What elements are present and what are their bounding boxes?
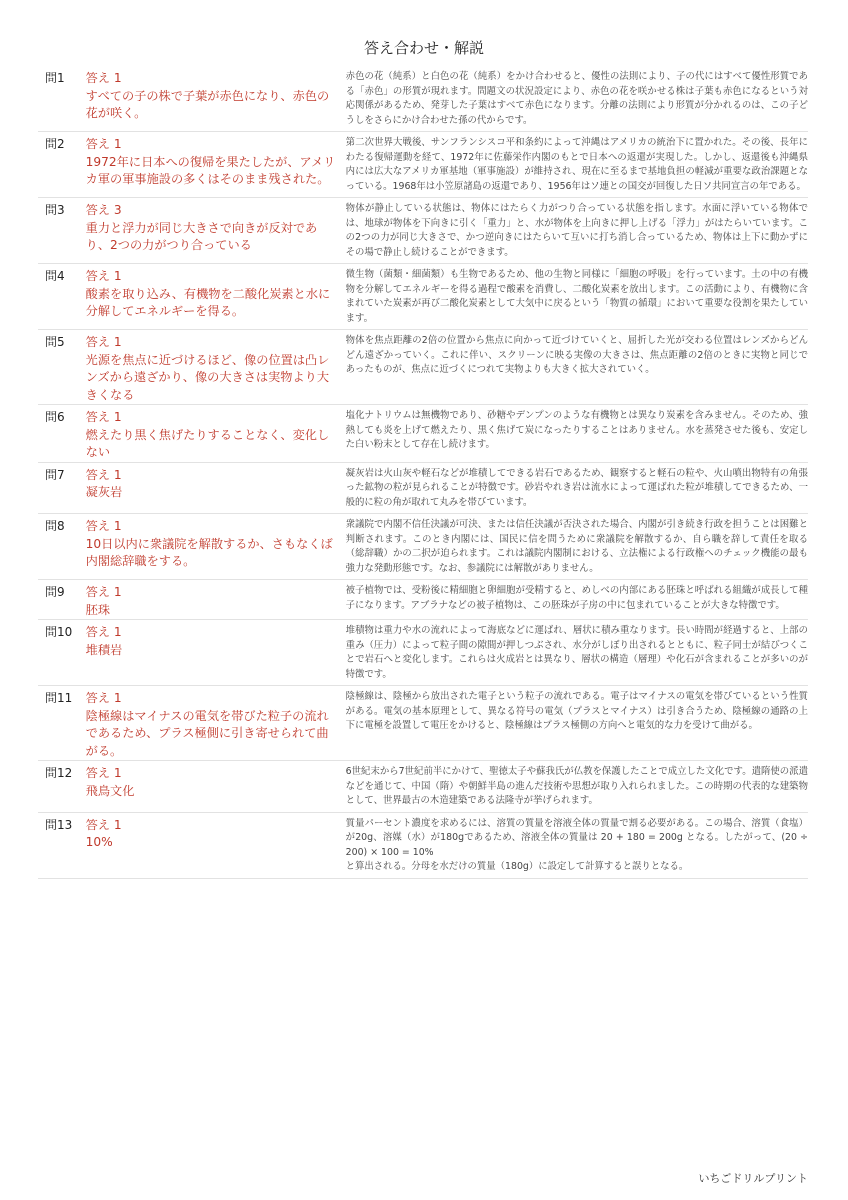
answer-label: 答え 1 bbox=[85, 691, 122, 705]
explanation-text: 塩化ナトリウムは無機物であり、砂糖やデンプンのような有機物とは異なり炭素を含みません。そのため、強熱しても炎を上げて燃えたり、黒く焦げて炭になったりすることはありません。水を蒸発させた後も、安定した白い粉末として存在し続けます。 bbox=[345, 410, 808, 450]
answer-label: 答え 1 bbox=[85, 71, 122, 85]
answer-cell bbox=[86, 66, 339, 131]
explanation-text: 物体を焦点距離の2倍の位置から焦点に向かって近づけていくと、屈折した光が交わる位置はレンズからどんどん遠ざかっていく。これに伴い、スクリーンに映る実像の大きさは、焦点距離の2倍のときに実物と同じであったものが、焦点に近づくにつれて実物よりも大きく拡大されていく。 bbox=[345, 335, 808, 375]
page-title: 答え合わせ・解説 bbox=[363, 39, 484, 57]
answer-row bbox=[38, 580, 808, 620]
answer-text: 光源を焦点に近づけるほど、像の位置は凸レンズから遠ざかり、像の大きさは実物より大きくなる bbox=[85, 352, 330, 402]
explanation-text: 質量パーセント濃度を求めるには、溶質の質量を溶液全体の質量で割る必要がある。この場合、溶質（食塩）が20g、溶媒（水）が180gであるため、溶液全体の質量は 20 + 180 = 200g となる。したがって、(20 ÷ 200) × 100 = 10% と算出される。分母を水だけの質量（180g）に設定して計算すると誤りとなる。 bbox=[345, 817, 808, 872]
answer-cell bbox=[86, 813, 339, 878]
question-number: 問12 bbox=[45, 766, 73, 780]
answer-row bbox=[38, 66, 808, 132]
explanation-text: 凝灰岩は火山灰や軽石などが堆積してできる岩石であるため、観察すると軽石の粒や、火山噴出物特有の角張った鉱物の粒が見られることが特徴です。砂岩やれき岩は流水によって運ばれた粒が堆積してできるため、一般的に粒の角が取れて丸みを帯びています。 bbox=[345, 467, 808, 508]
explanation-text: 赤色の花（純系）と白色の花（純系）をかけ合わせると、優性の法則により、子の代にはすべて優性形質である「赤色」の形質が現れます。問題文の状況設定により、赤色の花を咲かせる株は子葉も赤色になるという対応関係があるため、発芽した子葉はすべて赤色になります。分離の法則により形質が分かれるのは、この子どうしをさらにかけ合わせた孫の代からです。 bbox=[345, 71, 808, 126]
answer-text: 燃えたり黒く焦げたりすることなく、変化しない bbox=[85, 427, 330, 459]
answer-label: 答え 1 bbox=[85, 766, 122, 780]
answer-row bbox=[38, 514, 808, 580]
answer-text: 飛鳥文化 bbox=[85, 783, 135, 798]
answer-label: 答え 1 bbox=[85, 585, 122, 599]
answer-row bbox=[38, 198, 808, 264]
answer-row bbox=[38, 264, 808, 330]
answer-row bbox=[38, 813, 808, 879]
answer-label: 答え 1 bbox=[85, 335, 122, 349]
explanation-text: 陰極線は、陰極から放出された電子という粒子の流れである。電子はマイナスの電気を帯びているという性質がある。電気の基本原理として、異なる符号の電気（プラスとマイナス）は引き合うため、陰極線の通路の上下に電極を設置して電圧をかけると、陰極線はプラス極側の方向へと電気的な力を受けて曲がる。 bbox=[345, 691, 808, 731]
answer-label: 答え 1 bbox=[85, 817, 122, 832]
question-number: 問13 bbox=[45, 817, 73, 832]
question-number: 問3 bbox=[45, 203, 65, 217]
question-number: 問11 bbox=[45, 691, 73, 705]
question-number: 問8 bbox=[45, 519, 65, 533]
answer-cell bbox=[86, 514, 339, 579]
explanation-text: 衆議院で内閣不信任決議が可決、または信任決議が否決された場合、内閣が引き続き行政を担うことは困難と判断されます。このとき内閣には、国民に信を問うために衆議院を解散するか、自ら職を辞して責任を取る（総辞職）かの二択が迫られます。これは議院内閣制における、立法権による行政権へのチェック機能の最も強力な発動形態です。なお、参議院には解散がありません。 bbox=[345, 519, 808, 574]
answer-cell bbox=[86, 405, 339, 462]
answer-row bbox=[38, 132, 808, 198]
answer-row bbox=[38, 463, 808, 515]
answer-text: 10日以内に衆議院を解散するか、さもなくば内閣総辞職をする。 bbox=[85, 536, 333, 568]
answer-row bbox=[38, 405, 808, 463]
footer-brand: いちごドリルプリント bbox=[698, 1172, 808, 1185]
answer-label: 答え 1 bbox=[85, 137, 122, 151]
answer-text: 1972年に日本への復帰を果たしたが、アメリカ軍の軍事施設の多くはそのまま残された。 bbox=[85, 154, 336, 186]
answer-cell bbox=[86, 686, 339, 760]
answer-text: 胚珠 bbox=[85, 602, 111, 617]
answer-row bbox=[38, 330, 808, 405]
explanation-text: 堆積物は重力や水の流れによって海底などに運ばれ、層状に積み重なります。長い時間が経過すると、上部の重み（圧力）によって粒子間の隙間が押しつぶされ、水分がしぼり出されるとともに、粒子同士が結びつくことで岩石へと変化します。これらは火成岩とは異なり、層状の構造（層理）や化石が含まれることが多いのが特徴です。 bbox=[345, 625, 808, 680]
question-number: 問7 bbox=[45, 467, 65, 482]
answer-text: 陰極線はマイナスの電気を帯びた粒子の流れであるため、プラス極側に引き寄せられて曲がる。 bbox=[85, 708, 329, 758]
answer-label: 答え 1 bbox=[85, 269, 122, 283]
question-number: 問4 bbox=[45, 269, 65, 283]
answer-text: 10% bbox=[85, 835, 113, 849]
answer-text: 堆積岩 bbox=[85, 642, 123, 657]
explanation-text: 被子植物では、受粉後に精細胞と卵細胞が受精すると、めしべの内部にある胚珠と呼ばれる組織が成長して種子になります。アブラナなどの被子植物は、この胚珠が子房の中に包まれていることが大きな特徴です。 bbox=[345, 585, 808, 611]
question-number: 問1 bbox=[45, 71, 65, 85]
answer-cell bbox=[86, 198, 339, 263]
answer-text: 酸素を取り込み、有機物を二酸化炭素と水に分解してエネルギーを得る。 bbox=[85, 286, 331, 318]
answer-cell bbox=[86, 463, 339, 514]
answer-label: 答え 1 bbox=[85, 410, 122, 424]
answer-label: 答え 1 bbox=[85, 625, 122, 639]
question-number: 問6 bbox=[45, 410, 65, 424]
question-number: 問10 bbox=[45, 625, 73, 639]
answer-cell bbox=[86, 761, 339, 812]
explanation-text: 微生物（菌類・細菌類）も生物であるため、他の生物と同様に「細胞の呼吸」を行っています。土の中の有機物を分解してエネルギーを得る過程で酸素を消費し、二酸化炭素を放出します。この活動により、有機物に含まれていた炭素が再び二酸化炭素として大気中に戻るという「物質の循環」において重要な役割を果たしています。 bbox=[345, 269, 808, 324]
answer-cell bbox=[86, 264, 339, 329]
answer-label: 答え 1 bbox=[85, 519, 122, 533]
answer-row bbox=[38, 686, 808, 761]
question-number: 問2 bbox=[45, 137, 65, 151]
explanation-text: 第二次世界大戦後、サンフランシスコ平和条約によって沖縄はアメリカの統治下に置かれた。その後、長年にわたる復帰運動を経て、1972年に佐藤栄作内閣のもとで日本への返還が実現した。しかし、返還後も沖縄県内には広大なアメリカ軍基地（軍事施設）が維持され、現在に至るまで基地負担の軽減が重要な政治課題となっている。1968年は小笠原諸島の返還であり、1956年はソ連との国交が回復した日ソ共同宣言の年である。 bbox=[345, 137, 808, 192]
explanation-text: 物体が静止している状態は、物体にはたらく力がつり合っている状態を指します。水面に浮いている物体では、地球が物体を下向きに引く「重力」と、水が物体を上向きに押し上げる「浮力」がはたらいています。この2つの力が同じ大きさで、かつ逆向きにはたらいて互いに打ち消し合っているため、物体は上下に動かずにその場で静止し続けることができます。 bbox=[345, 203, 808, 258]
explanation-text: 6世紀末から7世紀前半にかけて、聖徳太子や蘇我氏が仏教を保護したことで成立した文化です。遣隋使の派遣などを通じて、中国（隋）や朝鮮半島の進んだ技術や思想が取り入れられました。この時期の代表的な建築物として、世界最古の木造建築である法隆寺が挙げられます。 bbox=[345, 766, 808, 806]
answer-cell bbox=[86, 620, 339, 685]
answer-label: 答え 1 bbox=[85, 467, 122, 482]
answer-cell bbox=[86, 330, 339, 404]
answer-row bbox=[38, 620, 808, 686]
question-number: 問9 bbox=[45, 585, 65, 599]
answer-text: 凝灰岩 bbox=[85, 485, 123, 499]
answer-table bbox=[38, 66, 808, 879]
answer-row bbox=[38, 761, 808, 813]
answer-label: 答え 3 bbox=[85, 203, 122, 217]
answer-cell bbox=[86, 132, 339, 197]
answer-cell bbox=[86, 580, 339, 619]
answer-text: 重力と浮力が同じ大きさで向きが反対であり、2つの力がつり合っている bbox=[85, 220, 318, 252]
question-number: 問5 bbox=[45, 335, 65, 349]
answer-text: すべての子の株で子葉が赤色になり、赤色の花が咲く。 bbox=[85, 88, 330, 120]
